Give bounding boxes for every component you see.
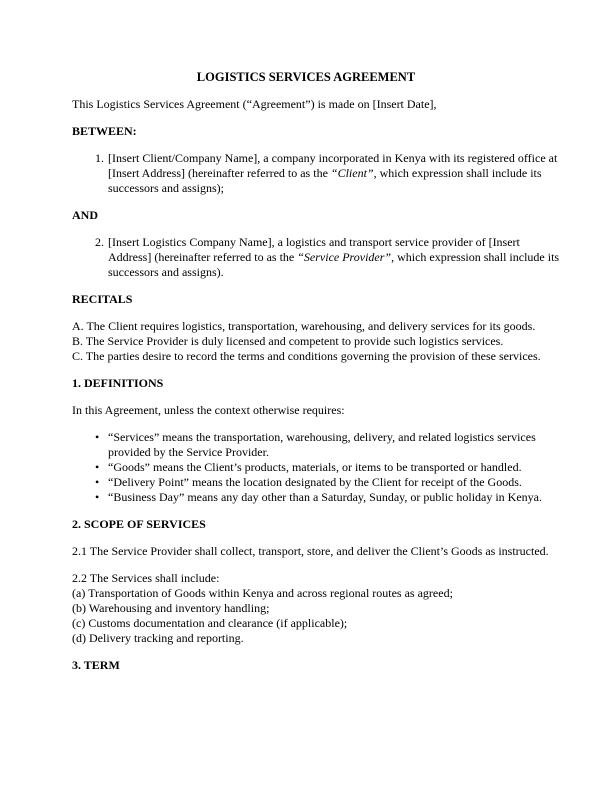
recital-a: A. The Client requires logistics, transportation, warehousing, and delivery services for its goods. xyxy=(72,319,536,333)
bullet-icon: • xyxy=(95,460,100,474)
clause-2-2-intro: 2.2 The Services shall include: xyxy=(72,571,220,585)
clause-2-2-c: (c) Customs documentation and clearance (if applicable); xyxy=(72,616,348,630)
party-text-pre: [Insert Client/Company Name], a company incorporated in Kenya with its registered office at [Insert Address] (hereinafter referred to as the xyxy=(108,151,558,180)
definition-item-services xyxy=(72,430,563,460)
definitions-bullet-list xyxy=(72,430,563,505)
between-heading: BETWEEN: xyxy=(72,124,137,138)
definition-item-goods xyxy=(72,460,563,475)
party-defined-term: “Client” xyxy=(330,166,374,180)
clause-2-2-block xyxy=(72,571,563,646)
bullet-icon: • xyxy=(95,490,100,504)
recital-c: C. The parties desire to record the terms and conditions governing the provision of these services. xyxy=(72,349,541,363)
party-text xyxy=(108,151,563,196)
recital-b: B. The Service Provider is duly licensed and competent to provide such logistics services. xyxy=(72,334,504,348)
party-text-post: , which expression shall include its successors and assigns); xyxy=(108,166,542,195)
definition-text: “Business Day” means any day other than a Saturday, Sunday, or public holiday in Kenya. xyxy=(108,490,543,504)
party-number: 1. xyxy=(95,151,104,165)
party-text-post: , which expression shall include its successors and assigns). xyxy=(108,250,560,279)
bullet-icon: • xyxy=(95,475,100,489)
bullet-icon: • xyxy=(95,430,100,444)
party-item-client xyxy=(72,151,563,196)
recitals-block xyxy=(72,319,563,364)
party-defined-term: “Service Provider” xyxy=(297,250,392,264)
clause-2-2-a: (a) Transportation of Goods within Kenya and across regional routes as agreed; xyxy=(72,586,453,600)
intro-paragraph: This Logistics Services Agreement (“Agreement”) is made on [Insert Date], xyxy=(72,97,437,111)
clause-2-2-b: (b) Warehousing and inventory handling; xyxy=(72,601,270,615)
scope-heading: 2. SCOPE OF SERVICES xyxy=(72,517,206,531)
and-heading: AND xyxy=(72,208,98,222)
document-title: LOGISTICS SERVICES AGREEMENT xyxy=(196,70,416,84)
term-heading: 3. TERM xyxy=(72,658,120,672)
definition-text: “Delivery Point” means the location designated by the Client for receipt of the Goods. xyxy=(108,475,522,489)
clause-2-2-d: (d) Delivery tracking and reporting. xyxy=(72,631,244,645)
definition-text: “Services” means the transportation, warehousing, delivery, and related logistics services provided by the Service Provider. xyxy=(108,430,536,459)
party-text xyxy=(108,235,563,280)
definition-item-delivery-point xyxy=(72,475,563,490)
clause-2-1: 2.1 The Service Provider shall collect, transport, store, and deliver the Client’s Goods as instructed. xyxy=(72,544,549,558)
definitions-intro: In this Agreement, unless the context otherwise requires: xyxy=(72,403,345,417)
recitals-heading: RECITALS xyxy=(72,292,133,306)
definitions-heading: 1. DEFINITIONS xyxy=(72,376,164,390)
party-text-pre: [Insert Logistics Company Name], a logistics and transport service provider of [Insert Address] (hereinafter referred to as the xyxy=(108,235,520,264)
definition-text: “Goods” means the Client’s products, materials, or items to be transported or handled. xyxy=(108,460,522,474)
party-item-provider xyxy=(72,235,563,280)
party-number: 2. xyxy=(95,235,104,249)
definition-item-business-day xyxy=(72,490,563,505)
